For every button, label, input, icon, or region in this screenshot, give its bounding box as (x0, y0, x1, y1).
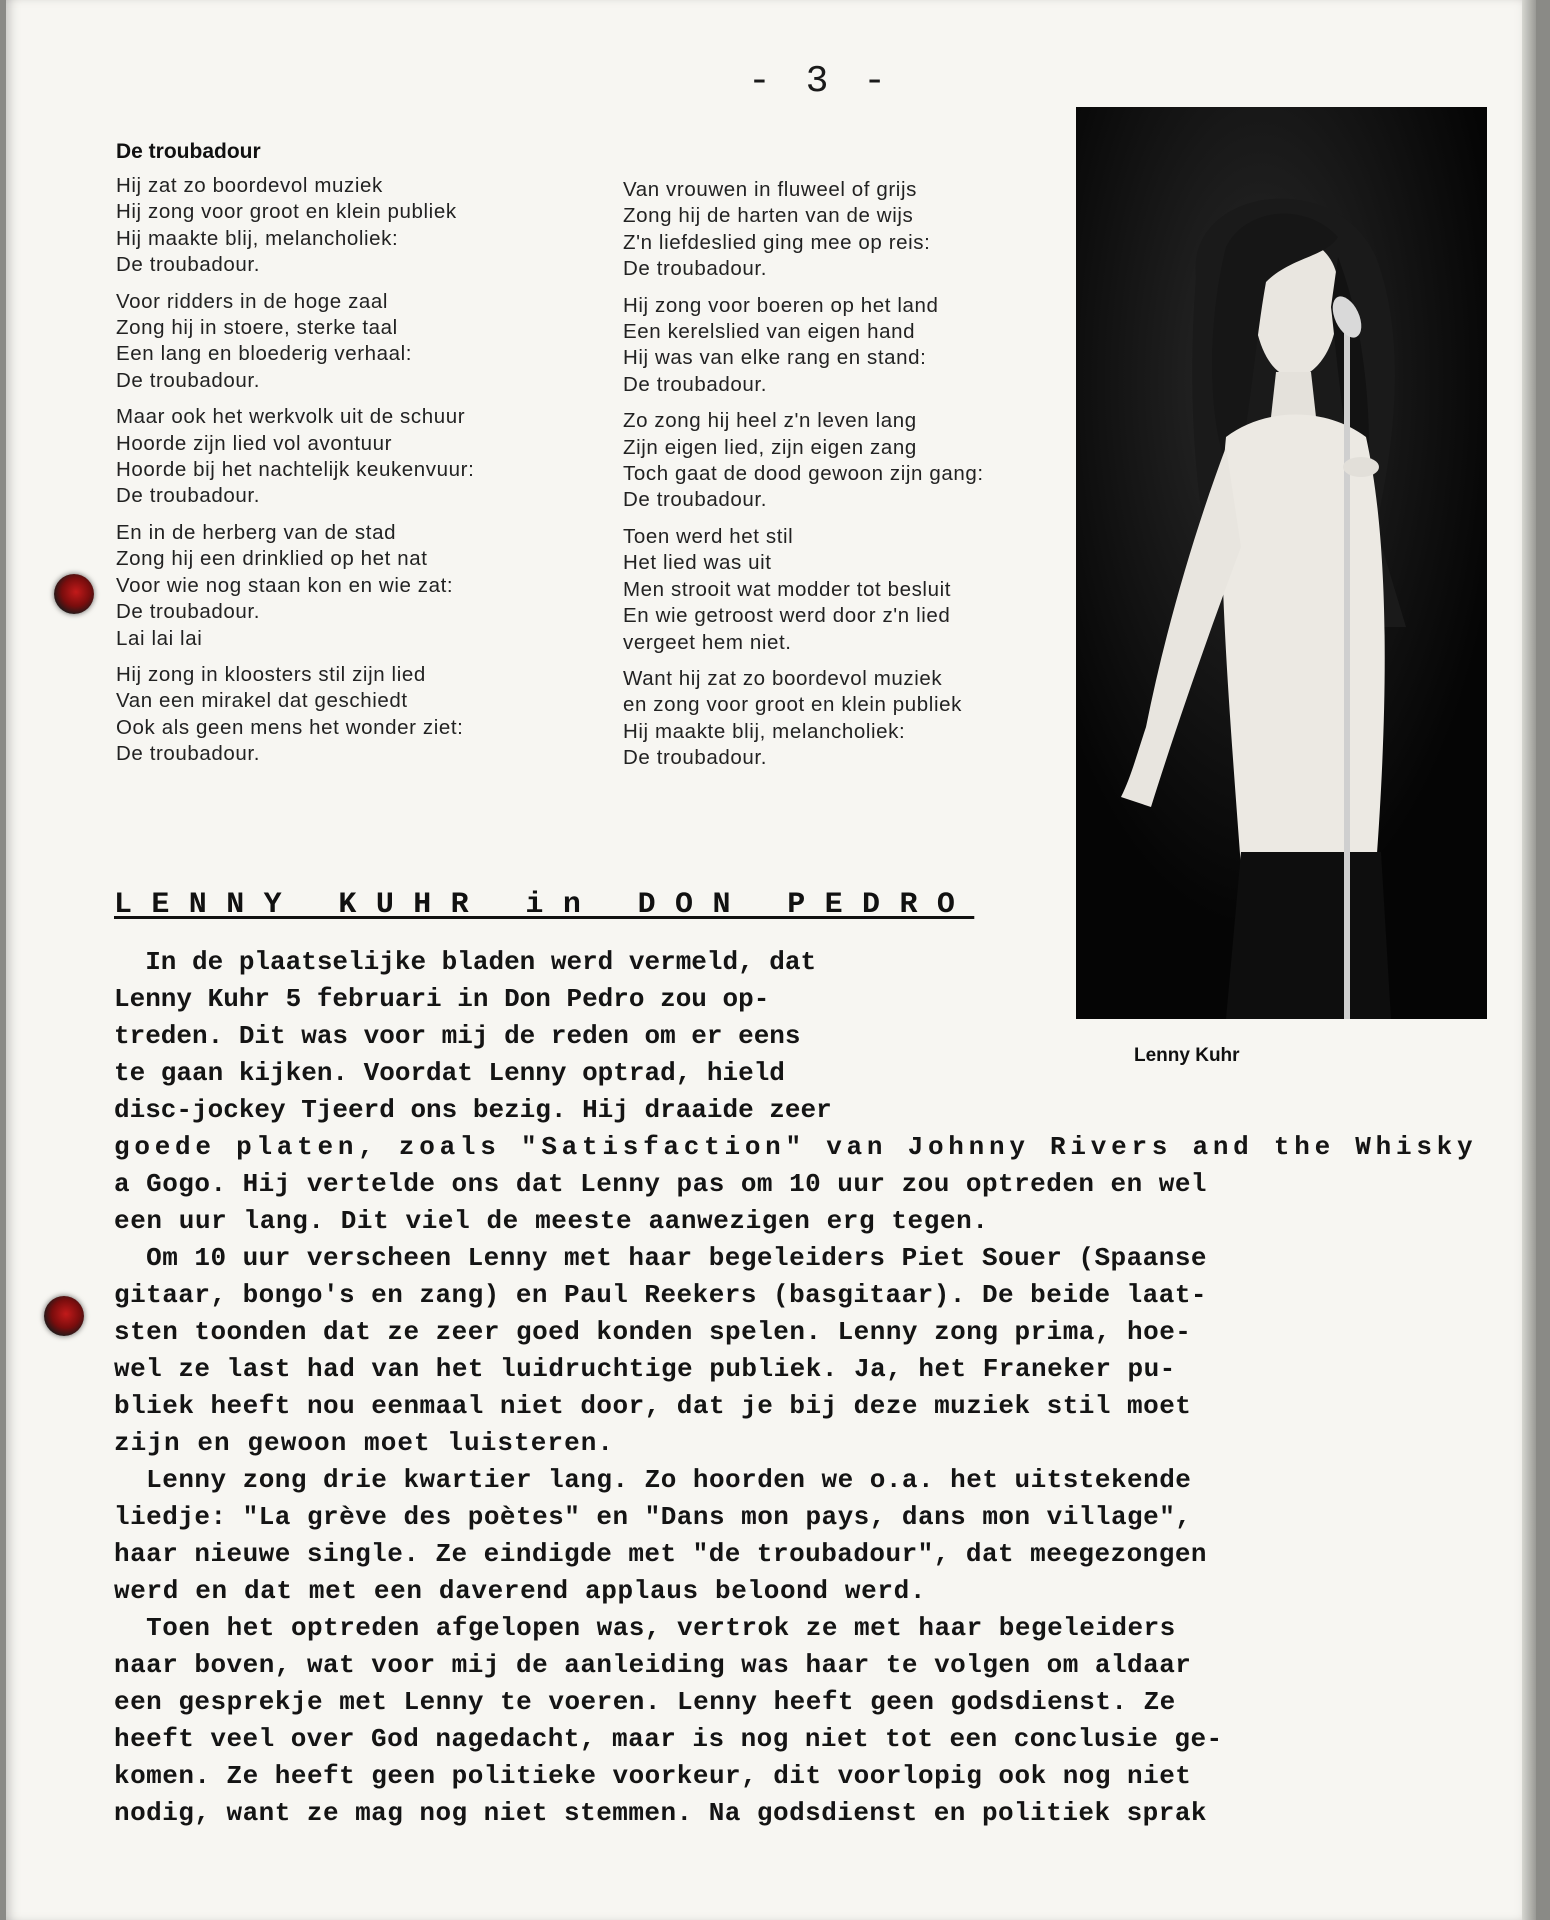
poem-stanza (623, 293, 1093, 399)
poem-line: Hij zat zo boordevol muziek (116, 174, 383, 197)
punch-hole (54, 574, 94, 614)
poem-line: Hij was van elke rang en stand: (623, 346, 927, 370)
poem-line: De troubadour. (623, 372, 768, 396)
article-line: Toen het optreden afgelopen was, vertrok ze met haar begeleiders (114, 1613, 1176, 1643)
poem-title: De troubadour (116, 140, 261, 163)
poem-line: Toen werd het stil (623, 524, 794, 548)
poem-stanza (116, 404, 616, 510)
poem-line: Voor ridders in de hoge zaal (116, 289, 389, 313)
poem-line: Van een mirakel dat geschiedt (116, 689, 408, 713)
poem-line: Z'n liefdeslied ging mee op reis: (623, 230, 931, 254)
poem-line: De troubadour. (116, 742, 261, 766)
poem-line: Hij maakte blij, melancholiek: (116, 226, 399, 250)
poem-stanza (116, 173, 616, 279)
article-title: LENNY KUHR in DON PEDRO (114, 888, 975, 922)
poem-stanza (623, 524, 1093, 656)
poem-line: Toch gaat de dood gewoon zijn gang: (623, 462, 984, 486)
article-line: a Gogo. Hij vertelde ons dat Lenny pas om 10 uur zou optreden en wel (114, 1169, 1207, 1199)
article-line: gitaar, bongo's en zang) en Paul Reekers (basgitaar). De beide laat- (114, 1280, 1207, 1310)
poem-line: Lai lai lai (116, 626, 203, 650)
article-line: naar boven, wat voor mij de aanleiding was haar te volgen om aldaar (114, 1650, 1192, 1680)
poem-line: En in de herberg van de stad (116, 520, 397, 544)
poem-line: Zijn eigen lied, zijn eigen zang (623, 435, 917, 459)
poem-line: Hij maakte blij, melancholiek: (623, 719, 906, 743)
article-line: zijn en gewoon moet luisteren. (114, 1428, 615, 1458)
article-line: treden. Dit was voor mij de reden om er eens (114, 1021, 801, 1051)
poem-stanza (116, 289, 616, 395)
poem-line: De troubadour. (116, 600, 261, 624)
article-line: heeft veel over God nagedacht, maar is nog niet tot een conclusie ge- (114, 1724, 1223, 1754)
poem-line: Een lang en bloederig verhaal: (116, 342, 413, 366)
poem-line: De troubadour. (623, 257, 768, 281)
singer-photo (1076, 107, 1487, 1019)
poem-line: Zo zong hij heel z'n leven lang (623, 409, 917, 433)
poem-line: Hoorde bij het nachtelijk keukenvuur: (116, 458, 475, 482)
poem-left-column (116, 173, 616, 778)
article-line: een uur lang. Dit viel de meeste aanwezigen erg tegen. (114, 1206, 989, 1236)
page-edge (1522, 0, 1536, 1920)
poem-line: En wie getroost werd door z'n lied (623, 604, 951, 628)
poem-line: Zong hij een drinklied op het nat (116, 547, 428, 571)
article-line: sten toonden dat ze zeer goed konden spelen. Lenny zong prima, hoe- (114, 1317, 1192, 1347)
poem-line: Zong hij de harten van de wijs (623, 204, 914, 228)
poem-line: Want hij zat zo boordevol muziek (623, 666, 943, 690)
article-line: Lenny Kuhr 5 februari in Don Pedro zou op- (114, 984, 770, 1014)
poem-stanza (623, 177, 1093, 283)
poem-line: De troubadour. (116, 253, 261, 277)
poem-stanza (623, 408, 1093, 514)
photo-caption: Lenny Kuhr (1134, 1045, 1240, 1066)
poem-stanza (116, 662, 616, 768)
document-page (6, 0, 1536, 1920)
poem-line: Van vrouwen in fluweel of grijs (623, 178, 917, 201)
article-line: haar nieuwe single. Ze eindigde met "de troubadour", dat meegezongen (114, 1539, 1207, 1569)
article-line: Om 10 uur verscheen Lenny met haar begeleiders Piet Souer (Spaanse (114, 1243, 1207, 1273)
article-body (114, 944, 1477, 1832)
poem-stanza (116, 520, 616, 652)
article-line: werd en dat met een daverend applaus beloond werd. (114, 1576, 927, 1606)
poem-line: Hij zong voor boeren op het land (623, 293, 939, 317)
poem-line: Maar ook het werkvolk uit de schuur (116, 405, 466, 429)
poem-line: Hij zong in kloosters stil zijn lied (116, 662, 426, 686)
poem-line: De troubadour. (623, 746, 768, 770)
poem-line: Een kerelslied van eigen hand (623, 320, 916, 344)
poem-line: Ook als geen mens het wonder ziet: (116, 715, 464, 739)
poem-line: Voor wie nog staan kon en wie zat: (116, 573, 454, 597)
article-line: komen. Ze heeft geen politieke voorkeur, dit voorlopig ook nog niet (114, 1761, 1192, 1791)
article-line: nodig, want ze mag nog niet stemmen. Na godsdienst en politiek sprak (114, 1798, 1207, 1828)
poem-line: Hoorde zijn lied vol avontuur (116, 431, 393, 455)
article-line: wel ze last had van het luidruchtige publiek. Ja, het Franeker pu- (114, 1354, 1176, 1384)
poem-line: De troubadour. (116, 484, 261, 508)
poem-line: en zong voor groot en klein publiek (623, 693, 962, 717)
poem-stanza (623, 666, 1093, 772)
poem-line: Hij zong voor groot en klein publiek (116, 200, 457, 224)
poem-line: Men strooit wat modder tot besluit (623, 577, 952, 601)
singer-photo-illustration (1076, 107, 1487, 1019)
poem-line: De troubadour. (116, 368, 261, 392)
poem-line: Zong hij in stoere, sterke taal (116, 316, 398, 340)
poem-line: vergeet hem niet. (623, 630, 792, 654)
poem-line: De troubadour. (623, 488, 768, 512)
poem-right-column (623, 177, 1093, 782)
poem-line: Het lied was uit (623, 551, 772, 575)
article-line: goede platen, zoals "Satisfaction" van Johnny Rivers and the Whisky (114, 1132, 1478, 1162)
article-line: te gaan kijken. Voordat Lenny optrad, hield (114, 1058, 785, 1088)
page-number: - 3 - (748, 60, 893, 103)
article-line: bliek heeft nou eenmaal niet door, dat je bij deze muziek stil moet (114, 1391, 1192, 1421)
article-line: In de plaatselijke bladen werd vermeld, dat (114, 947, 817, 977)
article-line: een gesprekje met Lenny te voeren. Lenny heeft geen godsdienst. Ze (114, 1687, 1176, 1717)
article-line: disc-jockey Tjeerd ons bezig. Hij draaide zeer (114, 1095, 832, 1125)
punch-hole (44, 1296, 84, 1336)
article-line: liedje: "La grève des poètes" en "Dans mon pays, dans mon village", (114, 1502, 1192, 1532)
article-line: Lenny zong drie kwartier lang. Zo hoorden we o.a. het uitstekende (114, 1465, 1192, 1495)
